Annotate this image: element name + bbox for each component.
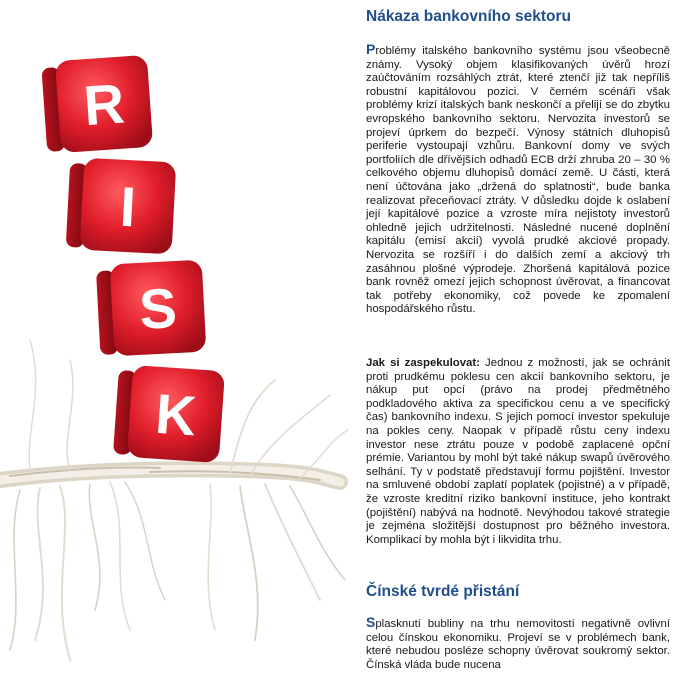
dropcap: S	[366, 614, 376, 630]
die-letter-r: R	[81, 71, 127, 138]
paragraph-china	[366, 616, 670, 672]
section-heading-china-hard-landing: Čínské tvrdé přistání	[366, 583, 520, 600]
die-s	[96, 260, 207, 357]
paragraph-text: Jednou z možností, jak se ochránit proti prudkému poklesu cen akcií bankovního sektoru, je nákup put opcí (právo na prodej předmětného podkladového aktiva za specifickou cenu a ve specifický čas) bankovního indexu. S jejich pomocí investor spekuluje na pokles ceny. Naopak v případě růstu ceny indexu investor nese ztrátu pouze v podobě zaplacené opční prémie. Variantou by mohl být také nákup swapů úvěrového selhání. Ty v podstatě představují formu pojištění. Investor na smluvené období zaplatí poplatek (pojistné) a v případě, že vzroste kreditní riziko bankovní instituce, jeho kontrakt (pojištění) nabývá na hodnotě. Nevýhodou takové strategie je zejména složitější dostupnost pro běžného investora. Komplikací by mohla být i likvidita trhu.	[366, 357, 670, 546]
paragraph-text: plasknutí bubliny na trhu nemovitostí negativně ovlivní celou čínskou ekonomiku. Projeví se v problémech bank, které nebudou posléze schopny úvěrovat soukromý sektor. Čínská vláda bude nucena	[366, 618, 670, 671]
dropcap: P	[366, 41, 376, 57]
die-letter-s: S	[137, 276, 179, 341]
die-letter-i: I	[118, 174, 138, 239]
die-i	[66, 157, 177, 254]
paragraph-text: roblémy italského bankovního systému jsou všeobecně známy. Vysoký objem klasifikovaných úvěrů hrozí zaúčtováním rozsáhlých ztrát, které ztenčí již tak nepříliš robustní kapitálovou pozici. V černém scénáři však problémy krizí italských bank neskončí a přelijí se do zbytku evropského bankovního sektoru. Nervozita investorů se projeví úprkem do bezpečí. Výnosy státních dluhopisů periferie vystoupají vzhůru. Bankovní domy ve svých portfoliích dle dřívějších odhadů ECB drží zhruba 20 – 30 % celkového objemu dluhopisů domácí země. U části, která není účtována jako „držená do splatnosti“, bude banka realizovat přeceňovací ztráty. V důsledku dojde k oslabení její kapitálové pozice a vzroste míra nejistoty investorů ohledně jejich udržitelnosti. Následné nucené doplnění kapitálu (emisí akcií) vyvolá prudké akciové propady. Nervozita se rozšíří i do dalších zemí a akciový trh zasáhnou plošné výprodeje. Zhoršená kapitálová pozice bank rovněž omezí jejich schopnost úvěrovat, a financovat tak potřeby ekonomiky, což povede ke zpomalení hospodářského růstu.	[366, 45, 670, 316]
paragraph-lead: Jak si zaspekulovat:	[366, 357, 480, 369]
section-heading-bank-contagion: Nákaza bankovního sektoru	[366, 8, 572, 25]
paragraph-bank-contagion	[366, 43, 670, 317]
die-r	[41, 55, 153, 154]
die-letter-k: K	[153, 381, 199, 448]
paragraph-speculation	[366, 357, 670, 547]
die-k	[113, 364, 225, 463]
article-column	[366, 0, 670, 683]
